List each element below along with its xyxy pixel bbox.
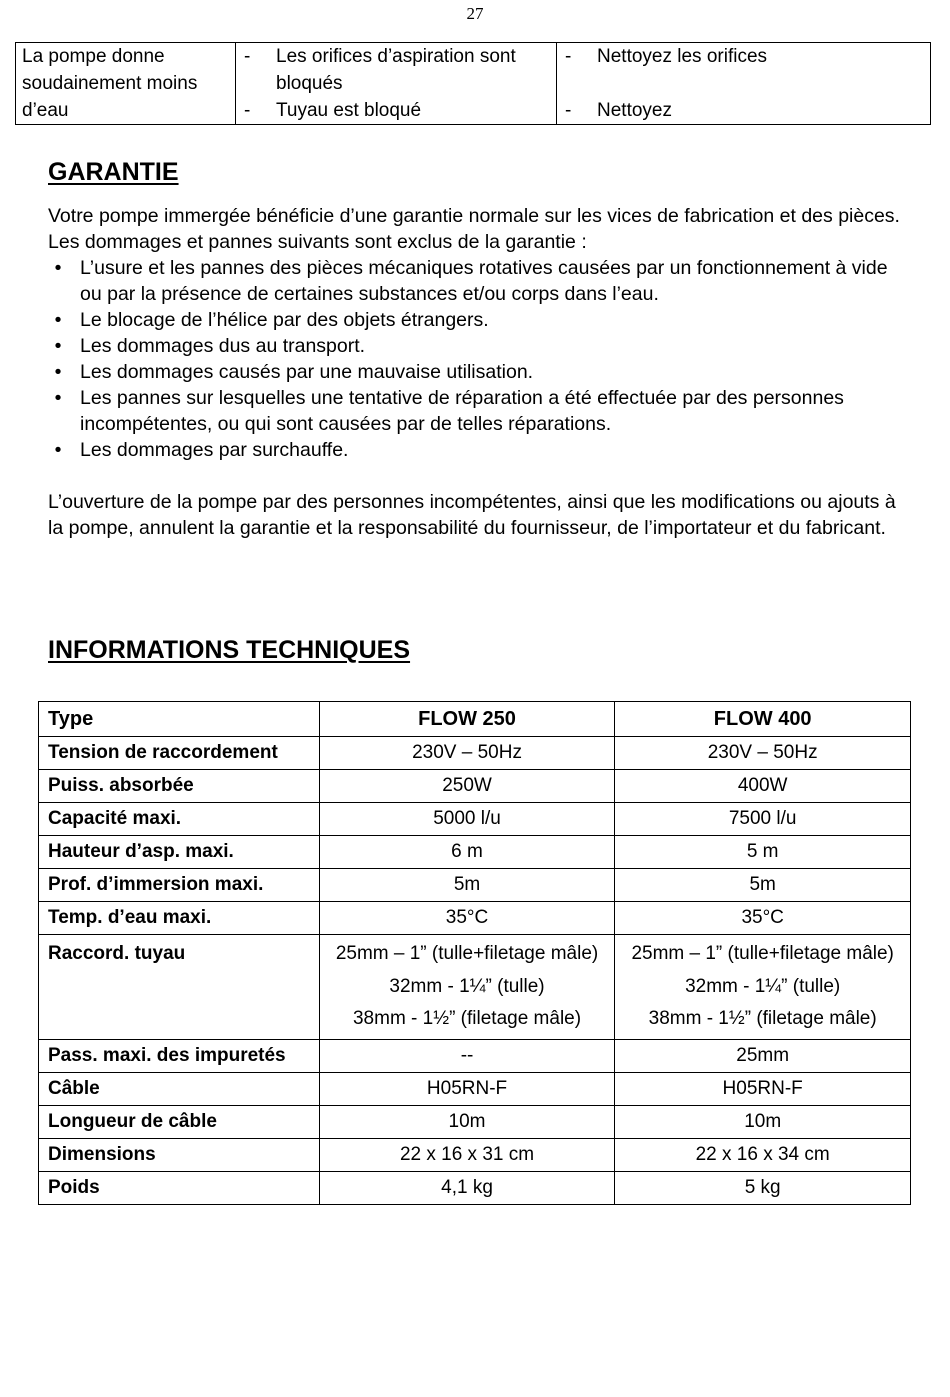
table-row (39, 1105, 911, 1138)
spec-label: Temp. d’eau maxi. (39, 902, 320, 935)
spec-value: 25mm (615, 1039, 911, 1072)
spec-label: Prof. d’immersion maxi. (39, 869, 320, 902)
cause-item (242, 97, 550, 124)
header-cell: FLOW 250 (319, 702, 615, 737)
table-row (39, 902, 911, 935)
list-item (48, 437, 908, 463)
table-row (39, 1039, 911, 1072)
spec-value-line: 25mm – 1” (tulle+filetage mâle) (335, 943, 599, 964)
spec-value-line: 32mm - 1¼” (tulle) (389, 975, 545, 997)
header-cell: Type (39, 702, 320, 737)
spec-value-line: 38mm - 1½” (filetage mâle) (352, 1008, 582, 1029)
spec-label: Puiss. absorbée (39, 770, 320, 803)
spec-value: 250W (319, 770, 615, 803)
spec-label: Capacité maxi. (39, 803, 320, 836)
spec-value: 35°C (319, 902, 615, 935)
spec-label-text: Raccord. tuyau (48, 943, 186, 964)
header-cell: FLOW 400 (615, 702, 911, 737)
table-row (39, 1171, 911, 1204)
table-row (39, 803, 911, 836)
spec-value: 5m (319, 869, 615, 902)
garantie-intro: Votre pompe immergée bénéficie d’une garantie normale sur les vices de fabrication et des pièces. (48, 205, 900, 227)
list-item (48, 307, 908, 333)
table-row (16, 43, 931, 125)
garantie-closing: L’ouverture de la pompe par des personnes incompétentes, ainsi que les modifications ou ajouts à la pompe, annulent la garantie et la responsabilité du fournisseur, de l’importateur et du fabricant. (48, 491, 896, 539)
exclusions-list (48, 255, 908, 463)
spec-value: 5m (615, 869, 911, 902)
dash-marker: - (244, 46, 251, 67)
spec-value: 10m (615, 1105, 911, 1138)
spec-label: Dimensions (39, 1138, 320, 1171)
spec-label: Câble (39, 1072, 320, 1105)
spec-value: 5 m (615, 836, 911, 869)
spec-value: 6 m (319, 836, 615, 869)
list-item-text: Le blocage de l’hélice par des objets étrangers. (80, 309, 489, 331)
problem-cell: La pompe donne soudainement moins d’eau (16, 43, 236, 125)
garantie-section (48, 203, 908, 541)
solution-item (563, 97, 924, 124)
list-item (48, 255, 908, 307)
cause-item (242, 43, 550, 97)
bullet-icon: • (54, 309, 62, 331)
spec-label: Pass. maxi. des impuretés (39, 1039, 320, 1072)
page-number: 27 (466, 4, 484, 23)
table-row (39, 770, 911, 803)
list-item (48, 359, 908, 385)
solution-text: Nettoyez (597, 100, 672, 121)
list-item (48, 333, 908, 359)
spec-value: 5 kg (615, 1171, 911, 1204)
bullet-icon: • (54, 335, 62, 357)
spec-value-line: 38mm - 1½” (filetage mâle) (648, 1008, 877, 1029)
spec-value: 22 x 16 x 34 cm (615, 1138, 911, 1171)
cause-text: Tuyau est bloqué (276, 100, 422, 121)
table-row (39, 1072, 911, 1105)
table-row (39, 869, 911, 902)
table-row (39, 1138, 911, 1171)
spec-value: 10m (319, 1105, 615, 1138)
tech-specs-table (38, 701, 911, 1205)
spec-label: Longueur de câble (39, 1105, 320, 1138)
spec-value: 400W (615, 770, 911, 803)
bullet-icon: • (54, 257, 62, 279)
spec-value (615, 935, 911, 1040)
list-item-text: Les pannes sur lesquelles une tentative de réparation a été effectuée par des personnes incompétentes, ou qui sont causées par de telles réparations. (80, 387, 844, 435)
table-row (39, 737, 911, 770)
exclusions-intro: Les dommages et pannes suivants sont exclus de la garantie : (48, 231, 587, 253)
list-item-text: Les dommages causés par une mauvaise utilisation. (80, 361, 534, 383)
table-header-row (39, 702, 911, 737)
spec-label: Poids (39, 1171, 320, 1204)
dash-marker: - (565, 46, 572, 67)
spec-label (39, 935, 320, 1040)
cause-text: Les orifices d’aspiration sont bloqués (276, 46, 516, 94)
bullet-icon: • (54, 387, 62, 409)
list-item-text: Les dommages par surchauffe. (80, 439, 349, 461)
spec-value: 22 x 16 x 31 cm (319, 1138, 615, 1171)
list-item-text: L’usure et les pannes des pièces mécaniques rotatives causées par un fonctionnement à vide ou par la présence de certaines substances et/ou corps dans l’eau. (80, 257, 888, 305)
spec-value-line: 32mm - 1¼” (tulle) (685, 975, 841, 997)
solution-text: Nettoyez les orifices (597, 46, 768, 67)
spec-label: Tension de raccordement (39, 737, 320, 770)
tech-heading: INFORMATIONS TECHNIQUES (48, 636, 411, 664)
list-item (48, 385, 908, 437)
spec-value: 230V – 50Hz (319, 737, 615, 770)
spec-value: -- (319, 1039, 615, 1072)
dash-marker: - (565, 100, 572, 121)
spec-value: 230V – 50Hz (615, 737, 911, 770)
spec-value (319, 935, 615, 1040)
spec-value: 4,1 kg (319, 1171, 615, 1204)
garantie-heading: GARANTIE (48, 158, 179, 186)
spec-value: 7500 l/u (615, 803, 911, 836)
solution-item (563, 43, 924, 70)
bullet-icon: • (54, 439, 62, 461)
bullet-icon: • (54, 361, 62, 383)
spec-value: 5000 l/u (319, 803, 615, 836)
causes-cell (236, 43, 557, 125)
list-item-text: Les dommages dus au transport. (80, 335, 366, 357)
dash-marker: - (244, 100, 251, 121)
table-row (39, 836, 911, 869)
troubleshooting-table (15, 42, 931, 125)
solutions-cell (557, 43, 931, 125)
spec-value: H05RN-F (615, 1072, 911, 1105)
spec-value: 35°C (615, 902, 911, 935)
spec-value-line: 25mm – 1” (tulle+filetage mâle) (631, 943, 894, 964)
table-row (39, 935, 911, 1040)
spec-label: Hauteur d’asp. maxi. (39, 836, 320, 869)
spec-value: H05RN-F (319, 1072, 615, 1105)
